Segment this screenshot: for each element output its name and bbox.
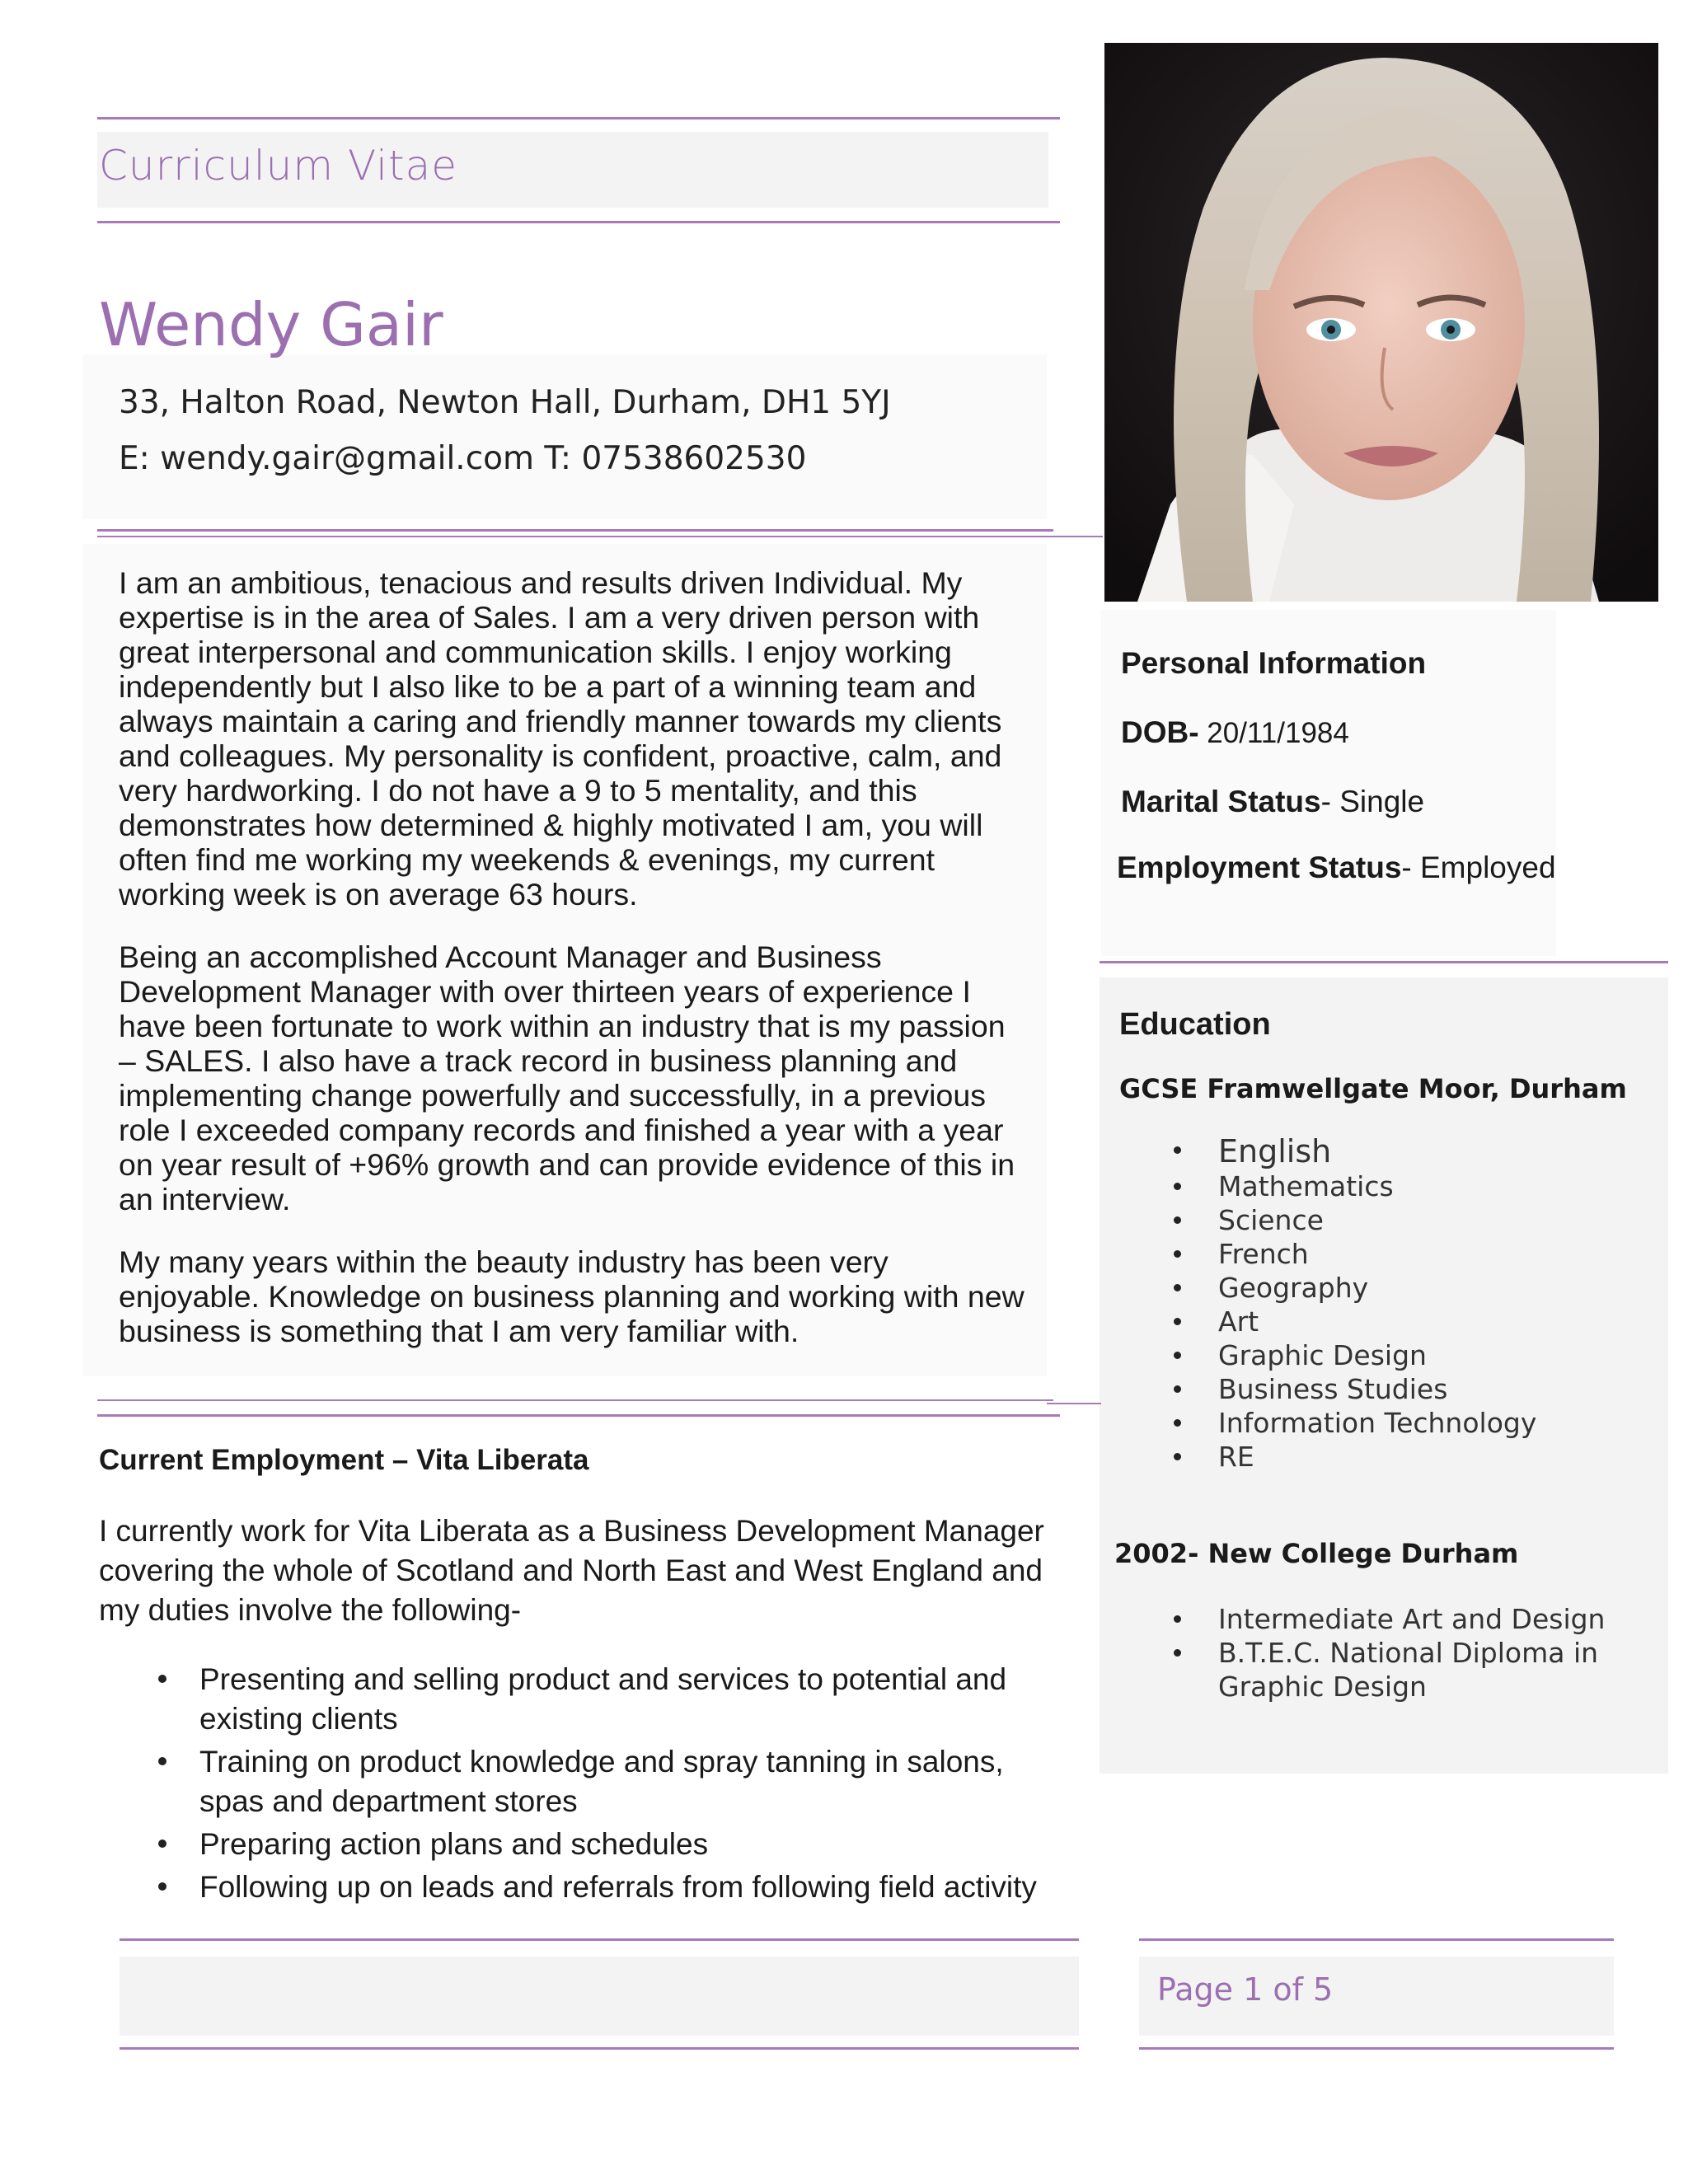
dob-value: 20/11/1984 (1198, 717, 1349, 749)
list-item: Science (1170, 1203, 1536, 1237)
education-rule-top (1100, 961, 1668, 963)
employment-status-label: Employment Status (1117, 851, 1402, 884)
gcse-subject-list (1170, 1133, 1536, 1474)
title-rule-top (97, 117, 1060, 120)
profile-rule-3 (1047, 1403, 1101, 1404)
list-item: French (1170, 1237, 1536, 1271)
list-item: B.T.E.C. National Diploma in (1170, 1636, 1605, 1670)
page-number: Page 1 of 5 (1157, 1971, 1334, 2008)
duties-list (148, 1660, 1039, 1910)
education-heading: Education (1119, 1007, 1271, 1042)
cv-title: Curriculum Vitae (99, 142, 457, 190)
list-item: Training on product knowledge and spray tanning in salons, spas and department stores (148, 1742, 1039, 1821)
list-item: Intermediate Art and Design (1170, 1602, 1605, 1636)
list-item: Art (1170, 1305, 1536, 1338)
marital-status-label: Marital Status (1121, 785, 1321, 818)
employment-heading: Current Employment – Vita Liberata (99, 1444, 589, 1476)
footer-right-rule-bottom (1139, 2047, 1614, 2050)
address: 33, Halton Road, Newton Hall, Durham, DH1 5YJ (119, 384, 891, 421)
list-item: English (1170, 1133, 1536, 1169)
college-heading: 2002- New College Durham (1114, 1538, 1519, 1569)
list-item: Business Studies (1170, 1372, 1536, 1406)
list-item: Mathematics (1170, 1169, 1536, 1203)
contact-band (82, 354, 1047, 519)
personal-info-heading: Personal Information (1121, 646, 1427, 680)
employment-status-row (1117, 851, 1556, 885)
list-item-continuation: Graphic Design (1218, 1671, 1427, 1703)
portrait-illustration (1104, 43, 1658, 602)
dob-row (1121, 715, 1349, 750)
profile-paragraph: My many years within the beauty industry has been very enjoyable. Knowledge on business planning and working with new business is something that I am very familiar with. (119, 1244, 1025, 1348)
college-course-list (1170, 1602, 1605, 1704)
contact-rule-1 (97, 529, 1053, 532)
employment-intro: I currently work for Vita Liberata as a Business Development Manager covering the whole of Scotland and North East and West England and my duties involve the following- (99, 1514, 1044, 1627)
candidate-name: Wendy Gair (99, 290, 443, 359)
marital-status-value: - Single (1320, 785, 1425, 818)
list-item: Geography (1170, 1271, 1536, 1305)
list-item: Graphic Design (1170, 1338, 1536, 1372)
contact-line: E: wendy.gair@gmail.com T: 07538602530 (119, 440, 807, 477)
list-item: Following up on leads and referrals from following field activity (148, 1868, 1039, 1907)
profile-rule-1 (97, 1399, 1053, 1401)
footer-right-rule-top (1139, 1938, 1614, 1941)
profile-paragraph: Being an accomplished Account Manager and Business Development Manager with over thirteen years of experience I have been fortunate to work within an industry that is my passion – SALES. I also have a track record in business planning and implementing change powerfully and successfully, in a previous role I exceeded company records and finished a year with a year on year result of +96% growth and can provide evidence of this in an interview. (119, 940, 1015, 1216)
footer-left-band (120, 1957, 1079, 2036)
employment-status-value: - Employed (1401, 851, 1556, 884)
list-item: Presenting and selling product and services to potential and existing clients (148, 1660, 1039, 1739)
profile-paragraph: I am an ambitious, tenacious and results driven Individual. My expertise is in the area of Sales. I am a very driven person with great interpersonal and communication skills. I enjoy working independently but I also like to be a part of a winning team and always maintain a caring and friendly manner towards my clients and colleagues. My personality is confident, proactive, calm, and very hardworking. I do not have a 9 to 5 mentality, and this demonstrates how determined & highly motivated I am, you will often find me working my weekends & evenings, my current working week is on average 63 hours. (119, 565, 1002, 912)
gcse-heading: GCSE Framwellgate Moor, Durham (1119, 1073, 1627, 1104)
dob-label: DOB- (1121, 715, 1199, 749)
profile-photo (1104, 43, 1658, 602)
profile-summary (119, 565, 1025, 1376)
list-item: RE (1170, 1440, 1536, 1474)
profile-rule-2 (97, 1414, 1060, 1417)
footer-left-rule-top (120, 1938, 1079, 1941)
marital-status-row (1121, 785, 1424, 819)
list-item: Preparing action plans and schedules (148, 1825, 1039, 1864)
title-rule-bottom (97, 221, 1060, 223)
footer-left-rule-bottom (120, 2047, 1079, 2050)
list-item: Information Technology (1170, 1406, 1536, 1440)
contact-rule-2 (97, 536, 1103, 537)
